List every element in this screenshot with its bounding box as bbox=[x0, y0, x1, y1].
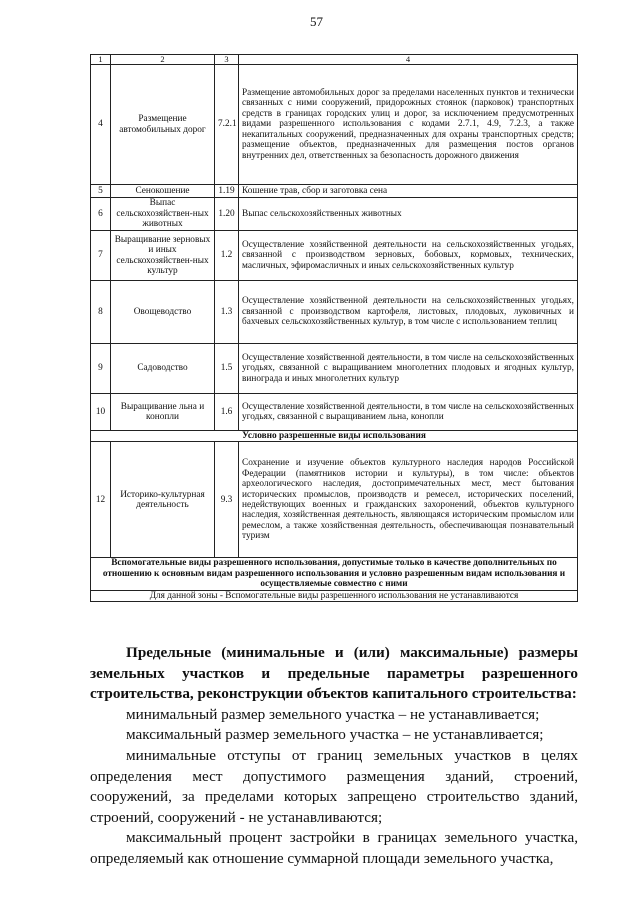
use-code: 1.20 bbox=[215, 198, 239, 231]
row-number: 4 bbox=[91, 65, 111, 185]
body-text bbox=[90, 643, 578, 870]
use-code: 7.2.1 bbox=[215, 65, 239, 185]
use-description: Выпас сельскохозяйственных животных bbox=[239, 198, 578, 231]
table-row bbox=[91, 281, 578, 344]
use-name: Выращивание льна и конопли bbox=[111, 394, 215, 431]
use-code: 1.6 bbox=[215, 394, 239, 431]
row-number: 12 bbox=[91, 442, 111, 558]
use-description: Осуществление хозяйственной деятельности, в том числе на сельскохозяйственных угодьях, связанной с выращиванием льна, конопли bbox=[239, 394, 578, 431]
use-name: Историко-культурная деятельность bbox=[111, 442, 215, 558]
use-name: Размещение автомобильных дорог bbox=[111, 65, 215, 185]
use-description: Осуществление хозяйственной деятельности, в том числе на сельскохозяйственных угодьях, связанной с выращиванием многолетних плодовых и ягодных культур, винограда и иных многолетних культур bbox=[239, 344, 578, 394]
use-code: 1.2 bbox=[215, 231, 239, 281]
table-header-row bbox=[91, 55, 578, 65]
use-code: 1.5 bbox=[215, 344, 239, 394]
use-description: Размещение автомобильных дорог за пределами населенных пунктов и технически связанных с ними сооружений, придорожных стоянок (парковок) транспортных средств в границах городских улиц и дорог, за исключением предусмотренных видами разрешенного использования с кодами 2.7.1, 4.9, 7.2.3, а также некапитальных сооружений, предназначенных для охраны транспортных средств; размещение объектов, предназначенных для размещения постов органов внутренних дел, ответственных за безопасность дорожного движения bbox=[239, 65, 578, 185]
use-code: 1.19 bbox=[215, 185, 239, 198]
col-header: 2 bbox=[111, 55, 215, 65]
col-header: 3 bbox=[215, 55, 239, 65]
paragraph: максимальный процент застройки в границах земельного участка, определяемый как отношение суммарной площади земельного участка, bbox=[90, 829, 578, 867]
section-heading-line: строительства, реконструкции объектов капитального строительства: bbox=[90, 685, 577, 703]
use-name: Сенокошение bbox=[111, 185, 215, 198]
row-number: 7 bbox=[91, 231, 111, 281]
row-number: 8 bbox=[91, 281, 111, 344]
use-name: Садоводство bbox=[111, 344, 215, 394]
section-heading-row bbox=[91, 431, 578, 442]
col-header: 4 bbox=[239, 55, 578, 65]
use-description: Сохранение и изучение объектов культурного наследия народов Российской Федерации (памятников истории и культуры), в том числе: объектов археологического наследия, достопримечательных мест, мест бытования исторических промыслов, производств и ремесел, исторических поселений, недействующих военных и гражданских захоронений, объектов культурного наследия, хозяйственная деятельность, являющаяся историческим промыслом или ремеслом, а также хозяйственная деятельность, обеспечивающая познавательный туризм bbox=[239, 442, 578, 558]
row-number: 10 bbox=[91, 394, 111, 431]
use-description: Осуществление хозяйственной деятельности на сельскохозяйственных угодьях, связанной с производством картофеля, листовых, плодовых, луковичных и бахчевых сельскохозяйственных культур, в том числе с использованием теплиц bbox=[239, 281, 578, 344]
table-row bbox=[91, 231, 578, 281]
table-row bbox=[91, 198, 578, 231]
section-heading-row bbox=[91, 558, 578, 590]
conditional-uses-title: Условно разрешенные виды использования bbox=[91, 431, 578, 442]
paragraph: минимальные отступы от границ земельных участков в целях определения мест допустимого размещения зданий, строений, сооружений, за пределами которых запрещено строительство зданий, строений, сооружений - не устанавливаются; bbox=[90, 746, 578, 826]
paragraph: максимальный размер земельного участка – не устанавливается; bbox=[126, 726, 544, 744]
land-use-table bbox=[90, 54, 578, 602]
table-row bbox=[91, 65, 578, 185]
section-heading-line: земельных участков и предельные параметры разрешенного bbox=[90, 664, 578, 682]
use-code: 1.3 bbox=[215, 281, 239, 344]
row-number: 9 bbox=[91, 344, 111, 394]
auxiliary-uses-note: Для данной зоны - Вспомогательные виды разрешенного использования не устанавливаются bbox=[91, 590, 578, 601]
paragraph: минимальный размер земельного участка – не устанавливается; bbox=[126, 705, 540, 723]
page-number: 57 bbox=[310, 14, 323, 29]
table-row bbox=[91, 394, 578, 431]
use-code: 9.3 bbox=[215, 442, 239, 558]
use-name: Выпас сельскохозяйствен-ных животных bbox=[111, 198, 215, 231]
use-description: Кошение трав, сбор и заготовка сена bbox=[239, 185, 578, 198]
use-name: Овощеводство bbox=[111, 281, 215, 344]
col-header: 1 bbox=[91, 55, 111, 65]
table-row bbox=[91, 590, 578, 601]
row-number: 5 bbox=[91, 185, 111, 198]
use-description: Осуществление хозяйственной деятельности на сельскохозяйственных угодьях, связанной с производством зерновых, бобовых, кормовых, технических, масличных, эфиромасличных и иных сельскохозяйственных культур bbox=[239, 231, 578, 281]
row-number: 6 bbox=[91, 198, 111, 231]
table-row bbox=[91, 344, 578, 394]
section-heading-line: Предельные (минимальные и (или) максимальные) размеры bbox=[126, 644, 578, 661]
table-row bbox=[91, 185, 578, 198]
auxiliary-uses-title: Вспомогательные виды разрешенного использования, допустимые только в качестве дополнительных по отношению к основным видам разрешенного использования и условно разрешенным видам использования и осуществляемые совместно с ними bbox=[91, 558, 578, 590]
table-row bbox=[91, 442, 578, 558]
use-name: Выращивание зерновых и иных сельскохозяйствен-ных культур bbox=[111, 231, 215, 281]
